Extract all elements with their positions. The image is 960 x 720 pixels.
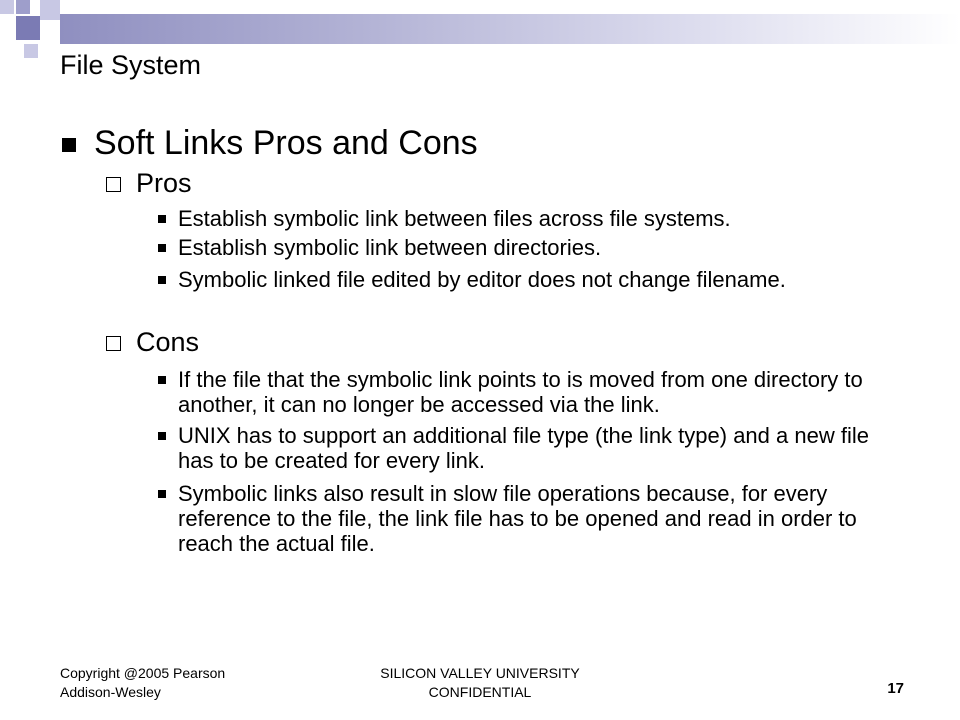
bullet-icon [158,215,166,223]
bullet-icon [158,244,166,252]
cons-item: Symbolic links also result in slow file operations because, for every reference to the file, the link file has to be opened and read in order to reach the actual file. [178,481,857,556]
pros-item: Establish symbolic link between directories. [178,235,602,260]
footer-confidential [330,664,630,702]
bullet-square-icon [62,138,76,152]
hollow-square-bullet-icon [106,336,121,351]
decor-square [0,0,14,14]
pros-item: Establish symbolic link between files across file systems. [178,206,731,231]
decor-square [16,16,40,40]
header-gradient-band [60,14,960,44]
decor-square [24,44,38,58]
decor-square [40,0,60,20]
pros-heading: Pros [136,168,192,198]
copyright-line: Copyright @2005 Pearson [60,665,226,681]
page-number: 17 [887,680,904,697]
cons-heading: Cons [136,327,200,357]
hollow-square-bullet-icon [106,177,121,192]
decor-square [40,20,60,44]
pros-item: Symbolic linked file edited by editor does not change filename. [178,267,786,292]
cons-item: UNIX has to support an additional file type (the link type) and a new file has to be created for every link. [178,423,869,473]
cons-item: If the file that the symbolic link points to is moved from one directory to another, it can no longer be accessed via the link. [178,367,863,417]
footer-copyright [60,664,225,702]
bullet-icon [158,276,166,284]
bullet-icon [158,432,166,440]
copyright-line: Addison-Wesley [60,684,161,700]
bullet-icon [158,490,166,498]
slide-title: File System [60,50,202,80]
confidential-line: CONFIDENTIAL [428,684,532,700]
decor-square [16,0,30,14]
bullet-icon [158,376,166,384]
main-heading: Soft Links Pros and Cons [94,124,478,162]
confidential-line: SILICON VALLEY UNIVERSITY [380,665,580,681]
